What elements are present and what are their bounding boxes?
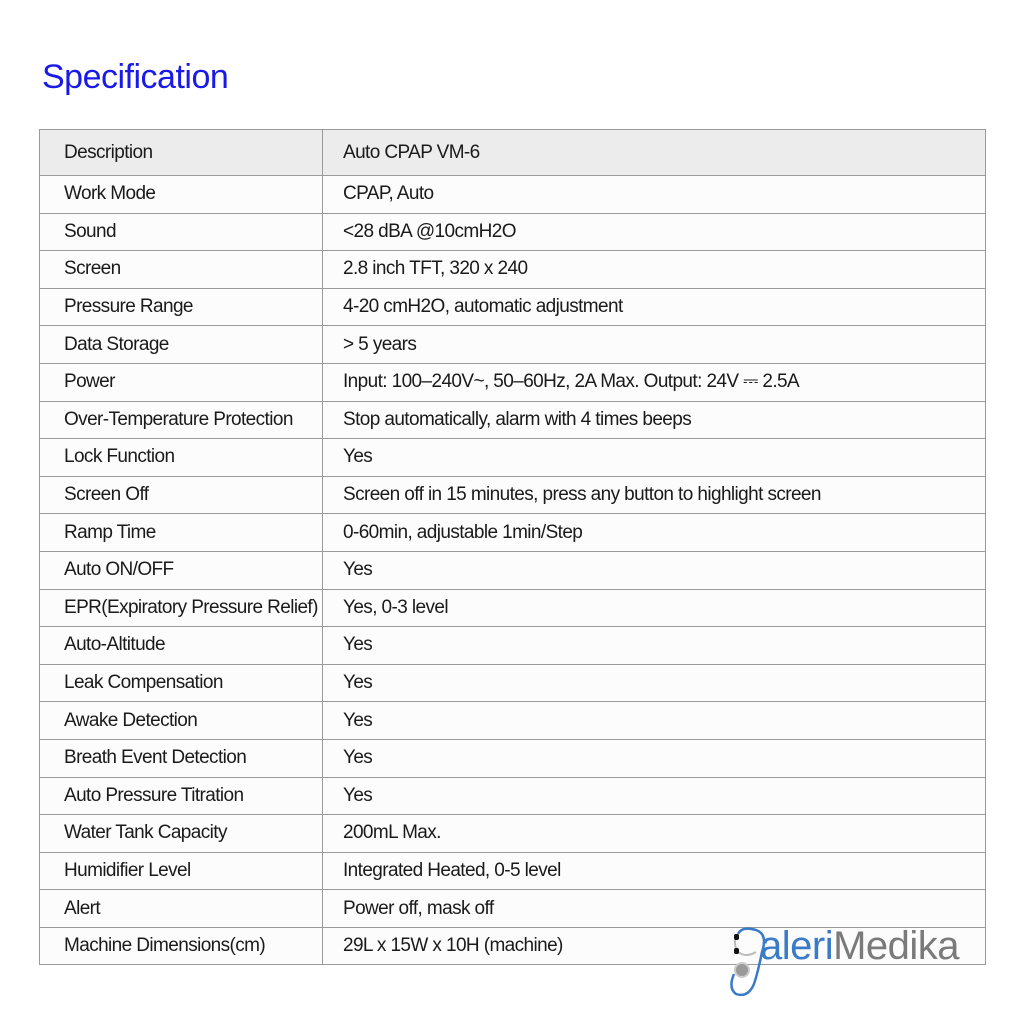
watermark-part1: aleri bbox=[760, 924, 834, 968]
spec-label: Auto Pressure Titration bbox=[40, 777, 323, 815]
table-row bbox=[40, 852, 986, 890]
spec-value: 200mL Max. bbox=[323, 815, 986, 853]
spec-value: Stop automatically, alarm with 4 times beeps bbox=[323, 401, 986, 439]
spec-label: Water Tank Capacity bbox=[40, 815, 323, 853]
table-row bbox=[40, 476, 986, 514]
spec-label: Humidifier Level bbox=[40, 852, 323, 890]
table-row bbox=[40, 589, 986, 627]
spec-label: Work Mode bbox=[40, 176, 323, 214]
spec-label: Screen Off bbox=[40, 476, 323, 514]
spec-value: Yes bbox=[323, 777, 986, 815]
spec-value: Yes, 0-3 level bbox=[323, 589, 986, 627]
spec-value: CPAP, Auto bbox=[323, 176, 986, 214]
spec-label: Pressure Range bbox=[40, 288, 323, 326]
spec-label: Over-Temperature Protection bbox=[40, 401, 323, 439]
spec-label: Breath Event Detection bbox=[40, 739, 323, 777]
table-row bbox=[40, 439, 986, 477]
table-row bbox=[40, 213, 986, 251]
spec-table bbox=[39, 129, 986, 965]
table-row bbox=[40, 815, 986, 853]
spec-value: 0-60min, adjustable 1min/Step bbox=[323, 514, 986, 552]
table-row bbox=[40, 176, 986, 214]
spec-value: Yes bbox=[323, 664, 986, 702]
spec-value: Integrated Heated, 0-5 level bbox=[323, 852, 986, 890]
spec-label: Screen bbox=[40, 251, 323, 289]
spec-value: Yes bbox=[323, 551, 986, 589]
spec-value: Yes bbox=[323, 739, 986, 777]
spec-value: Yes bbox=[323, 702, 986, 740]
table-row bbox=[40, 288, 986, 326]
table-row bbox=[40, 326, 986, 364]
spec-label: Awake Detection bbox=[40, 702, 323, 740]
table-row bbox=[40, 514, 986, 552]
spec-value: Input: 100–240V~, 50–60Hz, 2A Max. Output: 24V ⎓ 2.5A bbox=[323, 363, 986, 401]
spec-value: Power off, mask off bbox=[323, 890, 986, 928]
spec-value: 2.8 inch TFT, 320 x 240 bbox=[323, 251, 986, 289]
spec-label: Auto-Altitude bbox=[40, 627, 323, 665]
spec-label: Auto ON/OFF bbox=[40, 551, 323, 589]
header-model: Auto CPAP VM-6 bbox=[323, 130, 986, 176]
table-row bbox=[40, 251, 986, 289]
spec-label: Data Storage bbox=[40, 326, 323, 364]
spec-label: Machine Dimensions(cm) bbox=[40, 927, 323, 965]
table-row bbox=[40, 664, 986, 702]
spec-value: 4-20 cmH2O, automatic adjustment bbox=[323, 288, 986, 326]
table-row bbox=[40, 739, 986, 777]
table-row bbox=[40, 363, 986, 401]
table-row bbox=[40, 401, 986, 439]
table-row bbox=[40, 702, 986, 740]
spec-label: Leak Compensation bbox=[40, 664, 323, 702]
spec-label: EPR(Expiratory Pressure Relief) bbox=[40, 589, 323, 627]
table-row bbox=[40, 627, 986, 665]
spec-label: Power bbox=[40, 363, 323, 401]
spec-value: Screen off in 15 minutes, press any button to highlight screen bbox=[323, 476, 986, 514]
galeri-medika-watermark bbox=[728, 922, 988, 1002]
table-header-row bbox=[40, 130, 986, 176]
spec-label: Lock Function bbox=[40, 439, 323, 477]
header-description: Description bbox=[40, 130, 323, 176]
watermark-part2: Medika bbox=[833, 924, 960, 968]
spec-value: <28 dBA @10cmH2O bbox=[323, 213, 986, 251]
spec-label: Ramp Time bbox=[40, 514, 323, 552]
spec-label: Sound bbox=[40, 213, 323, 251]
table-row bbox=[40, 777, 986, 815]
spec-label: Alert bbox=[40, 890, 323, 928]
table-row bbox=[40, 551, 986, 589]
page-title: Specification bbox=[42, 58, 229, 96]
spec-value: Yes bbox=[323, 439, 986, 477]
spec-value: 29L x 15W x 10H (machine) bbox=[323, 927, 986, 965]
spec-value: > 5 years bbox=[323, 326, 986, 364]
spec-value: Yes bbox=[323, 627, 986, 665]
